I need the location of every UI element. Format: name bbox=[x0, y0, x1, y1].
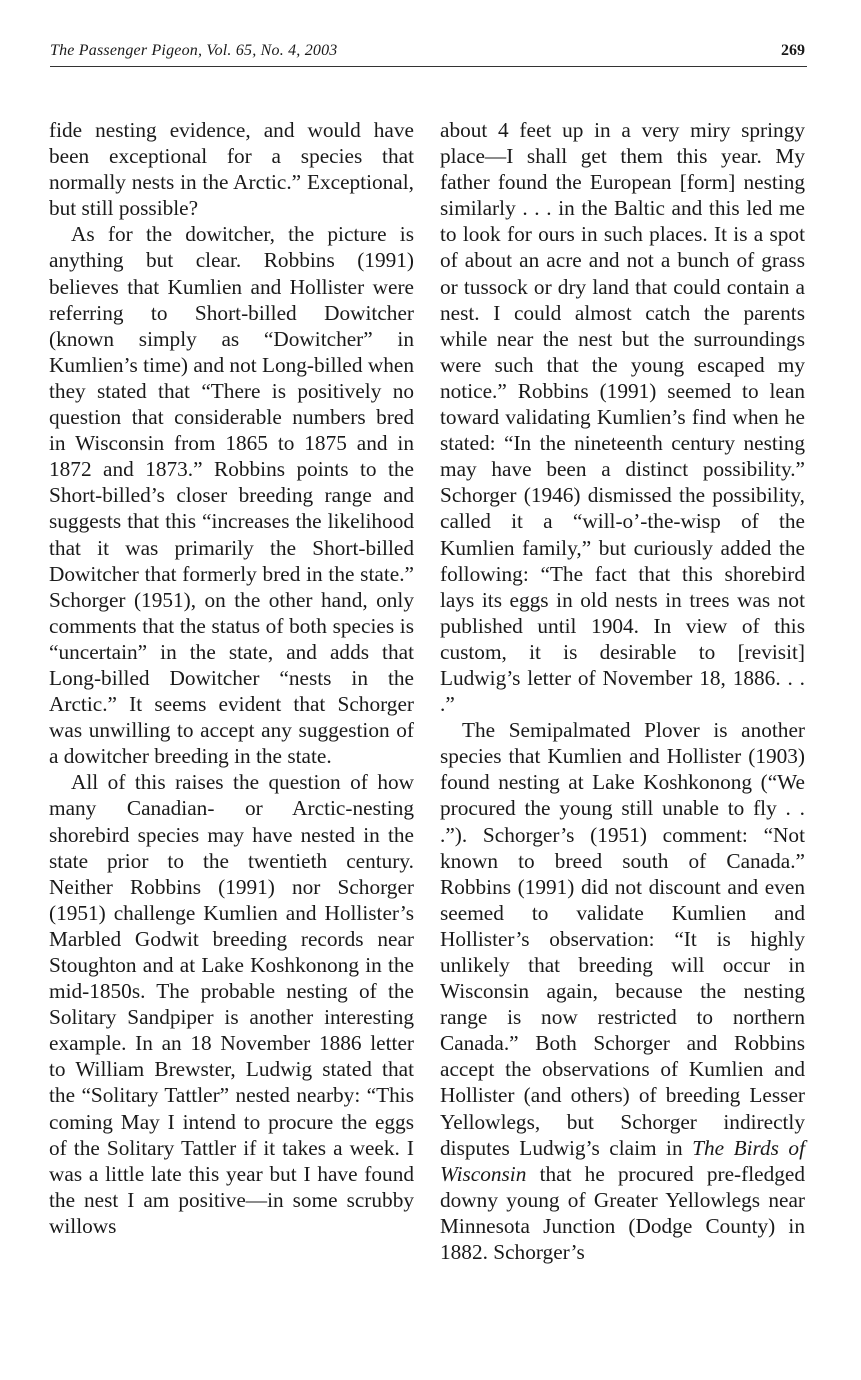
paragraph-text: that he procured pre-fledged downy young of Greater Yellowlegs near Minnesota Junction (Dodge County) in 1882. Schorger’s bbox=[440, 1161, 805, 1265]
paragraph: fide nesting evidence, and would have been exceptional for a species that normally nests in the Arctic.” Exceptional, but still possible? bbox=[49, 118, 414, 221]
paragraph: As for the dowitcher, the picture is anything but clear. Robbins (1991) believes that Kumlien and Hollister were referring to Short-billed Dowitcher (known simply as “Dowitcher” in Kumlien’s time) and not Long-billed when they stated that “There is positively no question that considerable numbers bred in Wisconsin from 1865 to 1875 and in 1872 and 1873.” Robbins points to the Short-billed’s closer breeding range and suggests that this “increases the likelihood that it was primarily the Short-billed Dowitcher that formerly bred in the state.” Schorger (1951), on the other hand, only comments that the status of both species is “uncertain” in the state, and adds that Long-billed Dowitcher “nests in the Arctic.” It seems evident that Schorger was unwilling to accept any suggestion of a dowitcher breeding in the state. bbox=[49, 222, 414, 769]
right-column bbox=[440, 117, 805, 1265]
journal-citation: The Passenger Pigeon, Vol. 65, No. 4, 2003 bbox=[50, 42, 338, 59]
paragraph-text: The Semipalmated Plover is another species that Kumlien and Hollister (1903) found nesting at Lake Koshkonong (“We procured the young still unable to fly . . .”). Schorger’s (1951) comment: “Not known to breed south of Canada.” Robbins (1991) did not discount and even seemed to validate Kumlien and Hollister’s observation: “It is highly unlikely that breeding will occur in Wisconsin again, because the nesting range is now restricted to northern Canada.” Both Schorger and Robbins accept the observations of Kumlien and Hollister (and others) of breeding Lesser Yellowlegs, but Schorger indirectly disputes Ludwig’s claim in bbox=[440, 718, 805, 1160]
page-number: 269 bbox=[781, 42, 805, 59]
paragraph: about 4 feet up in a very miry springy place—I shall get them this year. My father found the European [form] nesting similarly . . . in the Baltic and this led me to look for ours in such places. It is a spot of about an acre and not a bunch of grass or tussock or dry land that could contain a nest. I could almost catch the parents while near the nest but the surroundings were such that the young escaped my notice.” Robbins (1991) seemed to lean toward validating Kumlien’s find when he stated: “In the nineteenth century nesting may have been a distinct possibility.” Schorger (1946) dismissed the possibility, called it a “will-o’-the-wisp of the Kumlien family,” but curiously added the following: “The fact that this shorebird lays its eggs in old nests in trees was not published until 1904. In view of this custom, it is desirable to [revisit] Ludwig’s letter of November 18, 1886. . . .” bbox=[440, 118, 805, 717]
paragraph: All of this raises the question of how many Canadian- or Arctic-nesting shorebird species may have nested in the state prior to the twentieth century. Neither Robbins (1991) nor Schorger (1951) challenge Kumlien and Hollister’s Marbled Godwit breeding records near Stoughton and at Lake Koshkonong in the mid-1850s. The probable nesting of the Solitary Sandpiper is another interesting example. In an 18 November 1886 letter to William Brewster, Ludwig stated that the “Solitary Tattler” nested nearby: “This coming May I intend to procure the eggs of the Solitary Tattler if it takes a week. I was a little late this year but I have found the nest I am positive—in some scrubby willows bbox=[49, 770, 414, 1238]
running-header bbox=[50, 40, 807, 67]
paragraph bbox=[440, 717, 805, 1265]
left-column bbox=[49, 117, 414, 1239]
book-title: The Birds of Wisconsin bbox=[440, 1135, 805, 1186]
